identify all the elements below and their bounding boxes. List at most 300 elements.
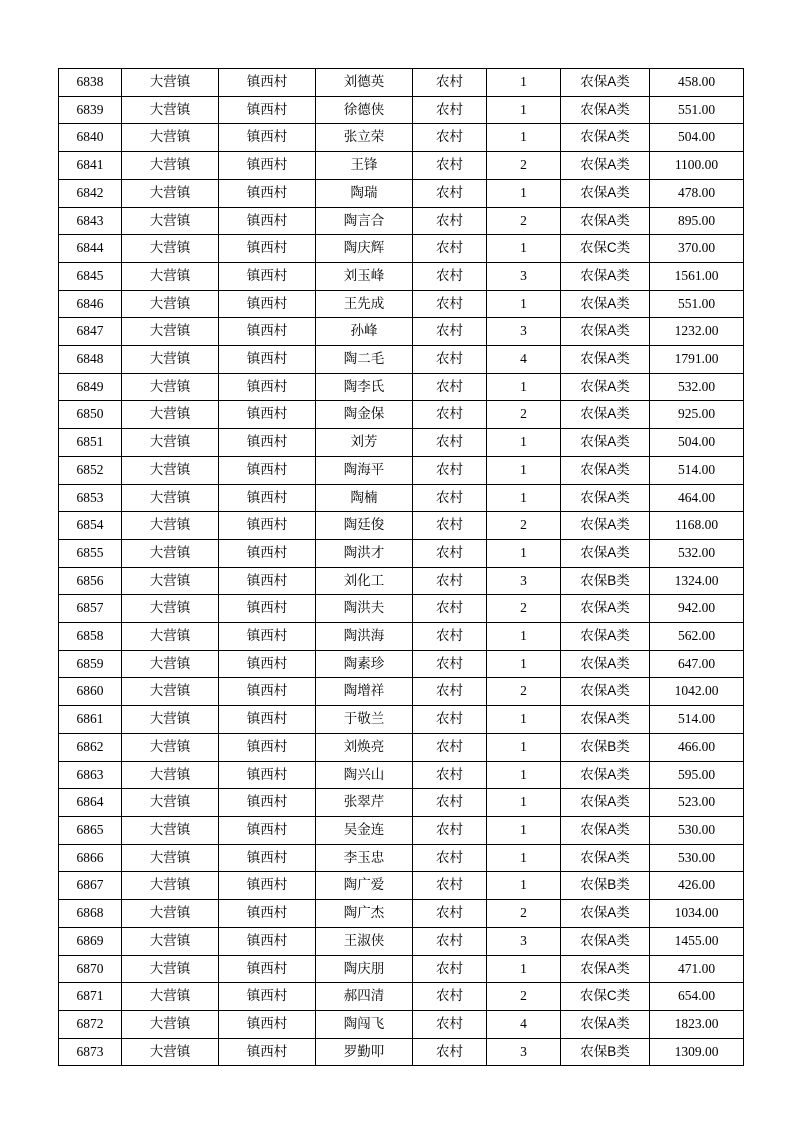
cell-name: 刘玉峰 [316, 262, 413, 290]
cell-id: 6859 [59, 650, 122, 678]
cell-village: 镇西村 [219, 401, 316, 429]
cell-id: 6850 [59, 401, 122, 429]
cell-town: 大营镇 [122, 484, 219, 512]
cell-village: 镇西村 [219, 235, 316, 263]
cell-name: 陶金保 [316, 401, 413, 429]
table-row [59, 429, 744, 457]
cell-household-type: 农村 [413, 401, 487, 429]
cell-category: 农保C类 [561, 983, 650, 1011]
table-row [59, 789, 744, 817]
cell-town: 大营镇 [122, 872, 219, 900]
cell-village: 镇西村 [219, 373, 316, 401]
cell-amount: 925.00 [650, 401, 744, 429]
cell-town: 大营镇 [122, 96, 219, 124]
table-row [59, 816, 744, 844]
cell-id: 6873 [59, 1038, 122, 1066]
cell-household-type: 农村 [413, 761, 487, 789]
cell-category: 农保A类 [561, 623, 650, 651]
table-row [59, 290, 744, 318]
cell-id: 6865 [59, 816, 122, 844]
cell-amount: 1168.00 [650, 512, 744, 540]
cell-id: 6841 [59, 152, 122, 180]
cell-category: 农保A类 [561, 207, 650, 235]
cell-village: 镇西村 [219, 207, 316, 235]
cell-id: 6863 [59, 761, 122, 789]
cell-household-type: 农村 [413, 816, 487, 844]
cell-village: 镇西村 [219, 761, 316, 789]
cell-household-type: 农村 [413, 290, 487, 318]
cell-amount: 514.00 [650, 456, 744, 484]
cell-category: 农保A类 [561, 262, 650, 290]
cell-amount: 458.00 [650, 69, 744, 97]
cell-id: 6866 [59, 844, 122, 872]
cell-town: 大营镇 [122, 401, 219, 429]
cell-count: 2 [487, 152, 561, 180]
table-row [59, 623, 744, 651]
cell-count: 4 [487, 1010, 561, 1038]
cell-category: 农保A类 [561, 595, 650, 623]
cell-category: 农保A类 [561, 706, 650, 734]
cell-name: 陶二毛 [316, 346, 413, 374]
cell-id: 6870 [59, 955, 122, 983]
cell-id: 6838 [59, 69, 122, 97]
cell-village: 镇西村 [219, 789, 316, 817]
cell-household-type: 农村 [413, 983, 487, 1011]
cell-village: 镇西村 [219, 539, 316, 567]
cell-town: 大营镇 [122, 816, 219, 844]
cell-amount: 1791.00 [650, 346, 744, 374]
cell-name: 陶洪才 [316, 539, 413, 567]
cell-town: 大营镇 [122, 955, 219, 983]
cell-name: 张翠芹 [316, 789, 413, 817]
cell-count: 1 [487, 623, 561, 651]
cell-household-type: 农村 [413, 235, 487, 263]
cell-village: 镇西村 [219, 262, 316, 290]
cell-amount: 466.00 [650, 733, 744, 761]
cell-household-type: 农村 [413, 512, 487, 540]
cell-name: 李玉忠 [316, 844, 413, 872]
table-row [59, 484, 744, 512]
cell-count: 1 [487, 761, 561, 789]
cell-category: 农保A类 [561, 816, 650, 844]
cell-name: 陶洪海 [316, 623, 413, 651]
cell-village: 镇西村 [219, 512, 316, 540]
cell-household-type: 农村 [413, 650, 487, 678]
cell-household-type: 农村 [413, 1010, 487, 1038]
cell-id: 6840 [59, 124, 122, 152]
table-row [59, 179, 744, 207]
cell-count: 1 [487, 789, 561, 817]
cell-town: 大营镇 [122, 429, 219, 457]
cell-household-type: 农村 [413, 429, 487, 457]
table-body [59, 69, 744, 1066]
cell-town: 大营镇 [122, 789, 219, 817]
cell-count: 1 [487, 235, 561, 263]
cell-category: 农保A类 [561, 484, 650, 512]
cell-amount: 551.00 [650, 96, 744, 124]
cell-town: 大营镇 [122, 152, 219, 180]
cell-amount: 1042.00 [650, 678, 744, 706]
cell-household-type: 农村 [413, 789, 487, 817]
table-row [59, 373, 744, 401]
cell-amount: 530.00 [650, 816, 744, 844]
table-row [59, 678, 744, 706]
cell-id: 6857 [59, 595, 122, 623]
cell-village: 镇西村 [219, 595, 316, 623]
cell-name: 王先成 [316, 290, 413, 318]
cell-category: 农保A类 [561, 678, 650, 706]
cell-category: 农保A类 [561, 96, 650, 124]
table-row [59, 456, 744, 484]
cell-count: 1 [487, 844, 561, 872]
cell-count: 1 [487, 456, 561, 484]
cell-count: 1 [487, 816, 561, 844]
table-row [59, 401, 744, 429]
table-row [59, 512, 744, 540]
cell-amount: 523.00 [650, 789, 744, 817]
cell-name: 陶洪夫 [316, 595, 413, 623]
cell-household-type: 农村 [413, 706, 487, 734]
cell-category: 农保A类 [561, 539, 650, 567]
cell-id: 6839 [59, 96, 122, 124]
cell-village: 镇西村 [219, 346, 316, 374]
cell-household-type: 农村 [413, 595, 487, 623]
table-row [59, 346, 744, 374]
cell-household-type: 农村 [413, 152, 487, 180]
cell-amount: 426.00 [650, 872, 744, 900]
table-row [59, 733, 744, 761]
cell-count: 1 [487, 733, 561, 761]
cell-household-type: 农村 [413, 539, 487, 567]
cell-household-type: 农村 [413, 373, 487, 401]
cell-town: 大营镇 [122, 983, 219, 1011]
cell-category: 农保B类 [561, 1038, 650, 1066]
table-row [59, 96, 744, 124]
cell-amount: 532.00 [650, 539, 744, 567]
cell-village: 镇西村 [219, 706, 316, 734]
cell-village: 镇西村 [219, 567, 316, 595]
cell-name: 刘化工 [316, 567, 413, 595]
cell-category: 农保A类 [561, 456, 650, 484]
table-row [59, 318, 744, 346]
cell-town: 大营镇 [122, 318, 219, 346]
cell-amount: 504.00 [650, 124, 744, 152]
cell-village: 镇西村 [219, 900, 316, 928]
cell-category: 农保A类 [561, 373, 650, 401]
cell-town: 大营镇 [122, 207, 219, 235]
cell-town: 大营镇 [122, 235, 219, 263]
cell-town: 大营镇 [122, 706, 219, 734]
cell-village: 镇西村 [219, 96, 316, 124]
cell-id: 6861 [59, 706, 122, 734]
cell-amount: 478.00 [650, 179, 744, 207]
cell-id: 6845 [59, 262, 122, 290]
cell-village: 镇西村 [219, 429, 316, 457]
cell-name: 陶瑞 [316, 179, 413, 207]
cell-id: 6862 [59, 733, 122, 761]
cell-household-type: 农村 [413, 124, 487, 152]
cell-name: 刘芳 [316, 429, 413, 457]
table-row [59, 567, 744, 595]
cell-household-type: 农村 [413, 623, 487, 651]
cell-name: 张立荣 [316, 124, 413, 152]
table-row [59, 124, 744, 152]
cell-amount: 942.00 [650, 595, 744, 623]
cell-amount: 647.00 [650, 650, 744, 678]
cell-name: 王淑侠 [316, 927, 413, 955]
cell-town: 大营镇 [122, 650, 219, 678]
cell-count: 1 [487, 650, 561, 678]
cell-name: 郝四清 [316, 983, 413, 1011]
table-row [59, 235, 744, 263]
table-row [59, 539, 744, 567]
cell-count: 2 [487, 401, 561, 429]
cell-village: 镇西村 [219, 872, 316, 900]
cell-name: 陶广杰 [316, 900, 413, 928]
cell-village: 镇西村 [219, 290, 316, 318]
cell-household-type: 农村 [413, 179, 487, 207]
cell-count: 1 [487, 955, 561, 983]
cell-name: 陶廷俊 [316, 512, 413, 540]
table-row [59, 595, 744, 623]
cell-category: 农保A类 [561, 1010, 650, 1038]
cell-household-type: 农村 [413, 69, 487, 97]
table-row [59, 69, 744, 97]
cell-amount: 595.00 [650, 761, 744, 789]
cell-household-type: 农村 [413, 318, 487, 346]
cell-household-type: 农村 [413, 927, 487, 955]
cell-id: 6854 [59, 512, 122, 540]
cell-id: 6853 [59, 484, 122, 512]
cell-town: 大营镇 [122, 346, 219, 374]
table-row [59, 262, 744, 290]
cell-category: 农保A类 [561, 346, 650, 374]
cell-town: 大营镇 [122, 733, 219, 761]
cell-name: 吴金连 [316, 816, 413, 844]
cell-village: 镇西村 [219, 623, 316, 651]
cell-category: 农保C类 [561, 235, 650, 263]
cell-household-type: 农村 [413, 262, 487, 290]
cell-household-type: 农村 [413, 484, 487, 512]
cell-category: 农保A类 [561, 318, 650, 346]
cell-category: 农保A类 [561, 900, 650, 928]
cell-town: 大营镇 [122, 595, 219, 623]
cell-village: 镇西村 [219, 124, 316, 152]
cell-amount: 1100.00 [650, 152, 744, 180]
cell-name: 陶庆朋 [316, 955, 413, 983]
cell-count: 3 [487, 262, 561, 290]
table-row [59, 927, 744, 955]
cell-town: 大营镇 [122, 900, 219, 928]
cell-household-type: 农村 [413, 955, 487, 983]
cell-town: 大营镇 [122, 927, 219, 955]
cell-category: 农保A类 [561, 955, 650, 983]
cell-town: 大营镇 [122, 69, 219, 97]
cell-category: 农保B类 [561, 872, 650, 900]
table-row [59, 900, 744, 928]
cell-count: 3 [487, 318, 561, 346]
cell-category: 农保A类 [561, 761, 650, 789]
cell-name: 陶海平 [316, 456, 413, 484]
cell-amount: 532.00 [650, 373, 744, 401]
cell-town: 大营镇 [122, 844, 219, 872]
cell-category: 农保A类 [561, 69, 650, 97]
cell-town: 大营镇 [122, 262, 219, 290]
cell-amount: 1823.00 [650, 1010, 744, 1038]
cell-town: 大营镇 [122, 179, 219, 207]
cell-village: 镇西村 [219, 152, 316, 180]
cell-name: 于敬兰 [316, 706, 413, 734]
cell-town: 大营镇 [122, 512, 219, 540]
table-row [59, 1010, 744, 1038]
cell-count: 1 [487, 706, 561, 734]
cell-category: 农保A类 [561, 789, 650, 817]
table-row [59, 983, 744, 1011]
cell-amount: 504.00 [650, 429, 744, 457]
cell-count: 4 [487, 346, 561, 374]
cell-name: 孙峰 [316, 318, 413, 346]
cell-village: 镇西村 [219, 456, 316, 484]
cell-id: 6852 [59, 456, 122, 484]
cell-town: 大营镇 [122, 290, 219, 318]
table-row [59, 152, 744, 180]
cell-amount: 514.00 [650, 706, 744, 734]
cell-id: 6849 [59, 373, 122, 401]
cell-amount: 562.00 [650, 623, 744, 651]
table-row [59, 207, 744, 235]
cell-town: 大营镇 [122, 373, 219, 401]
cell-id: 6842 [59, 179, 122, 207]
cell-count: 1 [487, 290, 561, 318]
cell-town: 大营镇 [122, 539, 219, 567]
cell-category: 农保A类 [561, 429, 650, 457]
cell-amount: 370.00 [650, 235, 744, 263]
cell-category: 农保A类 [561, 124, 650, 152]
cell-household-type: 农村 [413, 456, 487, 484]
cell-count: 1 [487, 69, 561, 97]
cell-town: 大营镇 [122, 456, 219, 484]
cell-amount: 1309.00 [650, 1038, 744, 1066]
cell-count: 1 [487, 373, 561, 401]
cell-village: 镇西村 [219, 816, 316, 844]
cell-name: 陶兴山 [316, 761, 413, 789]
cell-count: 1 [487, 124, 561, 152]
cell-village: 镇西村 [219, 650, 316, 678]
cell-count: 1 [487, 96, 561, 124]
cell-amount: 551.00 [650, 290, 744, 318]
cell-village: 镇西村 [219, 927, 316, 955]
cell-id: 6858 [59, 623, 122, 651]
cell-household-type: 农村 [413, 872, 487, 900]
cell-count: 1 [487, 484, 561, 512]
cell-amount: 1455.00 [650, 927, 744, 955]
cell-village: 镇西村 [219, 844, 316, 872]
cell-household-type: 农村 [413, 1038, 487, 1066]
cell-name: 陶增祥 [316, 678, 413, 706]
cell-name: 陶闯飞 [316, 1010, 413, 1038]
cell-count: 2 [487, 207, 561, 235]
cell-village: 镇西村 [219, 179, 316, 207]
cell-id: 6860 [59, 678, 122, 706]
cell-count: 2 [487, 900, 561, 928]
cell-id: 6844 [59, 235, 122, 263]
cell-name: 刘焕亮 [316, 733, 413, 761]
subsidy-table [58, 68, 744, 1066]
cell-amount: 1034.00 [650, 900, 744, 928]
cell-amount: 895.00 [650, 207, 744, 235]
cell-household-type: 农村 [413, 733, 487, 761]
cell-name: 陶言合 [316, 207, 413, 235]
cell-category: 农保A类 [561, 401, 650, 429]
cell-name: 陶庆辉 [316, 235, 413, 263]
cell-name: 罗勤叩 [316, 1038, 413, 1066]
cell-category: 农保A类 [561, 290, 650, 318]
cell-amount: 530.00 [650, 844, 744, 872]
cell-amount: 654.00 [650, 983, 744, 1011]
cell-category: 农保A类 [561, 512, 650, 540]
cell-id: 6856 [59, 567, 122, 595]
cell-count: 3 [487, 1038, 561, 1066]
cell-amount: 1561.00 [650, 262, 744, 290]
cell-count: 1 [487, 429, 561, 457]
cell-id: 6855 [59, 539, 122, 567]
cell-amount: 1232.00 [650, 318, 744, 346]
cell-town: 大营镇 [122, 1038, 219, 1066]
cell-town: 大营镇 [122, 124, 219, 152]
cell-category: 农保A类 [561, 844, 650, 872]
cell-id: 6843 [59, 207, 122, 235]
table-row [59, 955, 744, 983]
cell-id: 6846 [59, 290, 122, 318]
cell-household-type: 农村 [413, 96, 487, 124]
cell-id: 6869 [59, 927, 122, 955]
cell-id: 6868 [59, 900, 122, 928]
cell-amount: 464.00 [650, 484, 744, 512]
table-row [59, 1038, 744, 1066]
cell-count: 2 [487, 595, 561, 623]
table-row [59, 844, 744, 872]
cell-category: 农保A类 [561, 179, 650, 207]
cell-village: 镇西村 [219, 733, 316, 761]
cell-count: 3 [487, 927, 561, 955]
cell-id: 6851 [59, 429, 122, 457]
cell-count: 3 [487, 567, 561, 595]
cell-name: 陶楠 [316, 484, 413, 512]
cell-count: 1 [487, 539, 561, 567]
cell-category: 农保A类 [561, 650, 650, 678]
cell-id: 6871 [59, 983, 122, 1011]
cell-town: 大营镇 [122, 1010, 219, 1038]
cell-name: 王锋 [316, 152, 413, 180]
cell-village: 镇西村 [219, 678, 316, 706]
cell-id: 6848 [59, 346, 122, 374]
cell-household-type: 农村 [413, 844, 487, 872]
cell-name: 陶李氏 [316, 373, 413, 401]
cell-id: 6847 [59, 318, 122, 346]
cell-household-type: 农村 [413, 567, 487, 595]
cell-category: 农保B类 [561, 567, 650, 595]
cell-town: 大营镇 [122, 678, 219, 706]
cell-village: 镇西村 [219, 1010, 316, 1038]
cell-id: 6864 [59, 789, 122, 817]
cell-name: 徐德侠 [316, 96, 413, 124]
cell-name: 陶广爱 [316, 872, 413, 900]
cell-count: 2 [487, 678, 561, 706]
cell-household-type: 农村 [413, 207, 487, 235]
cell-village: 镇西村 [219, 484, 316, 512]
cell-village: 镇西村 [219, 1038, 316, 1066]
cell-id: 6867 [59, 872, 122, 900]
